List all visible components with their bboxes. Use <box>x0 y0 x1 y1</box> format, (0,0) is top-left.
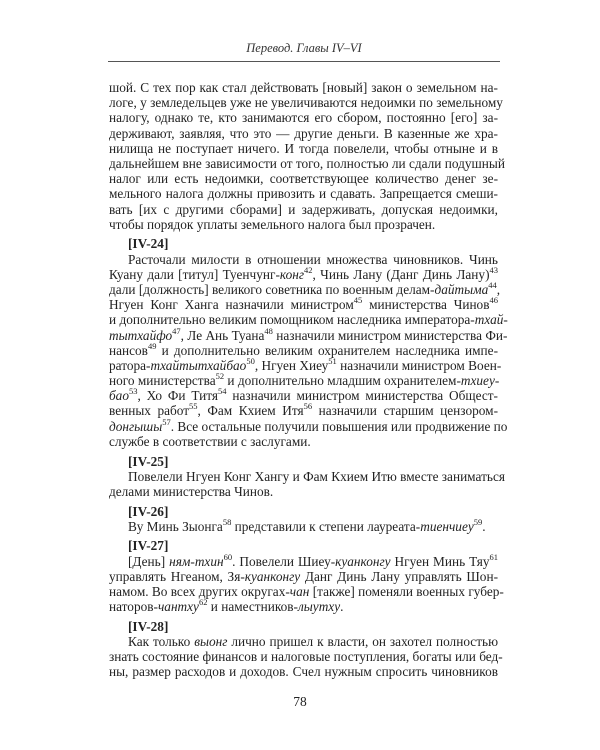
footnote-ref: 48 <box>264 325 273 336</box>
text-run: знать состояние финансов и налоговые поступления, богаты или бед- <box>109 649 503 665</box>
text-run: вать [их с другими сборами] и задерживать, допуская недоимки, <box>109 201 498 217</box>
footnote-ref: 61 <box>489 551 498 562</box>
text-line <box>109 264 499 282</box>
text-run: Повелели Нгуен Конг Хангу и Фам Кхием Итю вместе заниматься <box>128 468 505 484</box>
italic-term: тхай- <box>474 312 508 328</box>
text-run: дальнейшем вне зависимости от того, полностью ли сдали подушный <box>109 155 505 171</box>
text-run: ратора- <box>109 357 151 373</box>
text-line <box>109 649 503 665</box>
italic-term: ням-тхин <box>169 553 224 569</box>
text-run: венных работ <box>109 403 190 419</box>
text-run: . Повелели Шиеу- <box>232 553 336 569</box>
italic-term: бао <box>109 388 129 404</box>
text-run: . <box>340 599 344 615</box>
footnote-ref: 46 <box>489 295 498 306</box>
text-line <box>109 110 498 125</box>
text-run: [День] <box>128 553 170 569</box>
footnote-ref: 57 <box>162 416 171 427</box>
footnote-ref: 43 <box>489 264 499 275</box>
footnote-ref: 60 <box>223 551 233 562</box>
text-run: [также] поменяли военных губер- <box>309 584 504 599</box>
footnote-ref: 44 <box>488 279 497 290</box>
footnote-ref: 50 <box>246 355 255 366</box>
text-run: ного министерства <box>109 373 216 389</box>
text-line <box>109 126 498 141</box>
text-run: нансов <box>109 342 148 358</box>
text-line <box>109 355 502 373</box>
footnote-ref: 45 <box>353 295 363 306</box>
text-run: . <box>482 518 486 534</box>
text-run: назначили министром министерства Общест- <box>226 388 498 404</box>
text-run: налогу, однако те, кто занимаются его сбором, постоянно [его] за- <box>109 110 498 126</box>
text-line <box>109 171 498 186</box>
text-line <box>109 340 498 358</box>
italic-term: чан <box>289 584 310 599</box>
running-head: Перевод. Главы IV–VI <box>246 41 362 55</box>
text-run: , Фам Кхием Итя <box>197 403 304 419</box>
text-line <box>109 297 498 312</box>
footnote-ref: 56 <box>303 401 313 412</box>
footnote-ref: 54 <box>218 386 227 397</box>
italic-term: лыутху <box>297 599 341 615</box>
italic-term: тхайтытхайбао <box>150 357 247 373</box>
text-run: , Нгуен Хиеу <box>254 357 329 373</box>
footnote-ref: 52 <box>215 371 225 382</box>
text-run: назначили министром Воен- <box>336 357 502 373</box>
text-run: , <box>496 281 501 297</box>
section-heading: [IV-27] <box>128 538 169 554</box>
text-run: мельного налога должны привозить и сдавать. Запрещается смеши- <box>109 186 498 202</box>
text-line <box>109 279 501 297</box>
text-run: чтобы порядок уплаты земельного налога был прозрачен. <box>109 216 436 232</box>
text-run: намом. Во всех других округах- <box>109 584 290 599</box>
footnote-ref: 51 <box>328 355 337 366</box>
text-line <box>109 325 508 343</box>
footnote-ref: 55 <box>189 401 198 412</box>
text-line <box>109 569 498 584</box>
text-line <box>109 664 498 679</box>
italic-term: тхиеу- <box>460 373 500 389</box>
text-line <box>109 434 498 449</box>
footnote-ref: 47 <box>172 325 181 336</box>
text-run: Куану дали [титул] Туенчунг- <box>109 266 280 282</box>
footnote-ref: 58 <box>222 516 232 527</box>
text-run: . Все остальные получили повышения или продвижение по <box>170 418 508 434</box>
footnote-ref: 59 <box>473 516 483 527</box>
italic-term: дайтыма <box>434 281 489 297</box>
text-run: и дополнительно великим охранителем наследника импе- <box>156 342 498 358</box>
text-run: нилища не поступает ничего. И тогда повелели, чтобы отныне и в <box>109 140 498 156</box>
footnote-ref: 62 <box>198 597 208 608</box>
footnote-ref: 42 <box>304 264 313 275</box>
text-run: дали [должность] великого советника по военным делам- <box>109 281 435 297</box>
text-run: наторов- <box>109 599 158 615</box>
italic-term: куанконгу <box>244 568 301 584</box>
section-heading: [IV-28] <box>128 618 169 634</box>
text-run: Расточали милости в отношении множества чиновников. Чинь <box>128 251 498 267</box>
text-run: и дополнительно младшим охранителем- <box>224 373 461 389</box>
text-run: Данг Динь Лану управлять Шон- <box>300 568 498 584</box>
footnote-ref: 49 <box>147 340 157 351</box>
header-rule <box>108 61 500 62</box>
text-line <box>109 186 498 201</box>
section-heading: [IV-25] <box>128 453 169 469</box>
text-run: шой. С тех пор как стал действовать [новый] закон о земельном на- <box>109 80 498 95</box>
italic-term: тытхайфо <box>109 327 173 343</box>
text-run: налог или есть недоимки, соответствующее количество денег зе- <box>109 171 498 187</box>
text-run: , Чинь Лану (Данг Динь Лану) <box>312 266 490 282</box>
text-line <box>109 551 498 569</box>
text-line <box>109 373 498 388</box>
footnote-ref: 53 <box>128 386 138 397</box>
text-run: , Хо Фи Титя <box>137 388 219 404</box>
text-line <box>109 80 498 95</box>
text-line <box>109 141 498 156</box>
text-run: и наместников- <box>207 599 298 615</box>
section-heading: [IV-26] <box>128 503 169 519</box>
text-run: и дополнительно великим помощником наследника императора- <box>109 312 475 328</box>
text-run: лично пришел к власти, он захотел полностью <box>227 634 499 650</box>
italic-term: конг <box>279 266 305 282</box>
text-line <box>109 484 498 499</box>
text-line <box>109 416 508 434</box>
page-number: 78 <box>293 694 307 709</box>
text-run: службе в соответствии с заслугами. <box>109 433 311 449</box>
text-line <box>109 584 504 599</box>
text-run: логе, у земледельцев уже не увеличиваются недоимки по земельному <box>109 95 503 111</box>
text-run: Как только <box>128 634 195 650</box>
text-run: назначили министром министерства Фи- <box>272 327 508 343</box>
text-line <box>109 155 505 171</box>
text-run: министерства Чинов <box>362 297 490 313</box>
text-line <box>109 599 498 614</box>
section-heading: [IV-24] <box>128 236 169 252</box>
text-run: делами министерства Чинов. <box>109 483 274 499</box>
text-line <box>109 312 508 328</box>
text-line <box>109 516 498 534</box>
text-line <box>109 634 498 649</box>
text-line <box>109 95 503 111</box>
text-line <box>109 217 498 232</box>
text-line <box>109 202 498 217</box>
text-run: Нгуен Конг Ханга назначили министром <box>109 297 354 313</box>
text-run: ны, размер расходов и доходов. Счел нужным спросить чиновников <box>109 664 498 680</box>
text-run: представили к степени лауреата- <box>231 518 421 534</box>
page-body <box>109 80 508 680</box>
text-run: держивают, заявляя, что это — другие деньги. В казенные же хра- <box>109 125 498 141</box>
italic-term: донгышы <box>109 418 163 434</box>
italic-term: выонг <box>194 634 228 650</box>
text-line <box>109 468 505 484</box>
text-run: назначили старшим цензором- <box>312 403 499 419</box>
text-run: , Ле Ань Туана <box>180 327 265 343</box>
text-run: Ву Минь Зыонга <box>128 518 223 534</box>
italic-term: куанконгу <box>335 553 391 569</box>
italic-term: чантху <box>157 599 199 615</box>
text-run: управлять Нгеаном, Зя- <box>109 568 245 584</box>
text-run: Нгуен Минь Тяу <box>390 553 490 569</box>
italic-term: тиенчиеу <box>420 518 474 534</box>
